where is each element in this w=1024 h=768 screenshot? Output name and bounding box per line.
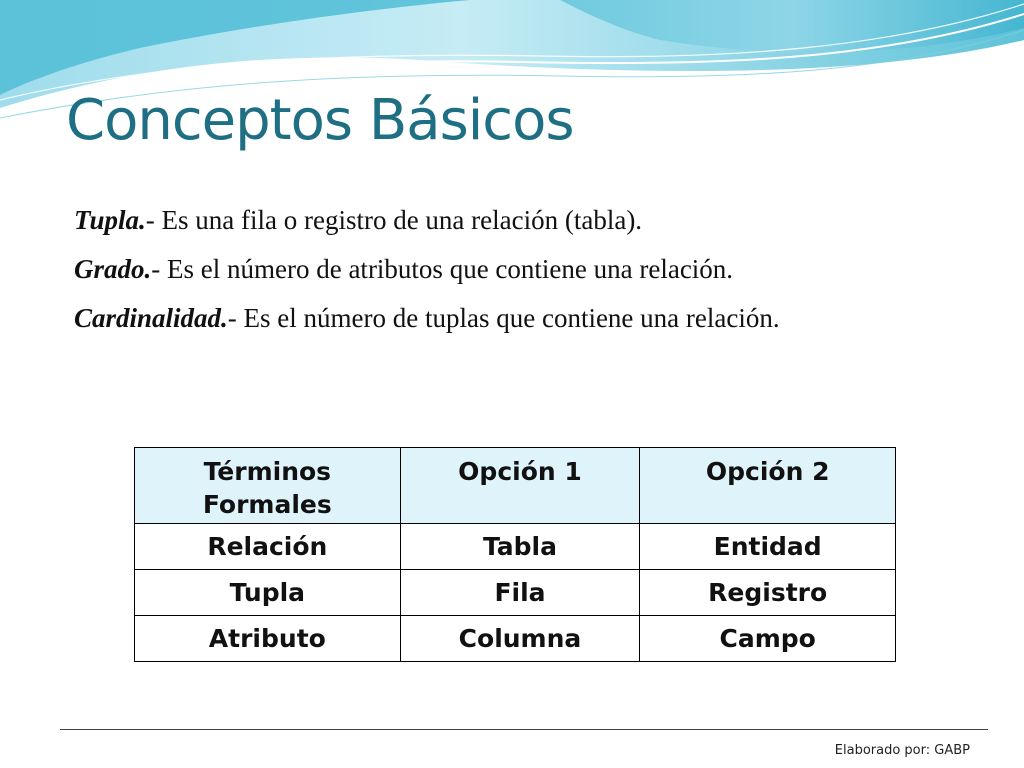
table-cell: Tupla <box>135 570 401 616</box>
table-header-cell: Opción 2 <box>640 448 896 524</box>
table-cell: Tabla <box>400 524 640 570</box>
table-row <box>135 616 896 662</box>
definition-text: - Es una fila o registro de una relación (tabla). <box>145 205 643 235</box>
slide-title: Conceptos Básicos <box>66 88 574 153</box>
table-header-cell: Opción 1 <box>400 448 640 524</box>
table-cell: Registro <box>640 570 896 616</box>
table-cell: Atributo <box>135 616 401 662</box>
definition-term: Grado. <box>74 254 152 284</box>
table-cell: Entidad <box>640 524 896 570</box>
definition-text: - Es el número de atributos que contiene una relación. <box>151 254 734 284</box>
definition-term: Tupla. <box>74 205 146 235</box>
definition-grado <box>74 251 948 287</box>
definitions <box>74 202 948 350</box>
table-row <box>135 570 896 616</box>
footer-credit: Elaborado por: GABP <box>834 743 970 758</box>
definition-term: Cardinalidad. <box>74 303 228 333</box>
definition-cardinalidad <box>74 300 948 337</box>
table-cell: Campo <box>640 616 896 662</box>
table-row <box>135 524 896 570</box>
table-cell: Fila <box>400 570 640 616</box>
footer-divider <box>60 729 988 730</box>
table-cell: Relación <box>135 524 401 570</box>
table-header-cell: Términos Formales <box>135 448 401 524</box>
definition-tupla <box>74 202 948 238</box>
terms-table <box>134 447 896 662</box>
definition-text: - Es el número de tuplas que contiene una relación. <box>227 303 780 333</box>
table-header-row <box>135 448 896 524</box>
table-cell: Columna <box>400 616 640 662</box>
